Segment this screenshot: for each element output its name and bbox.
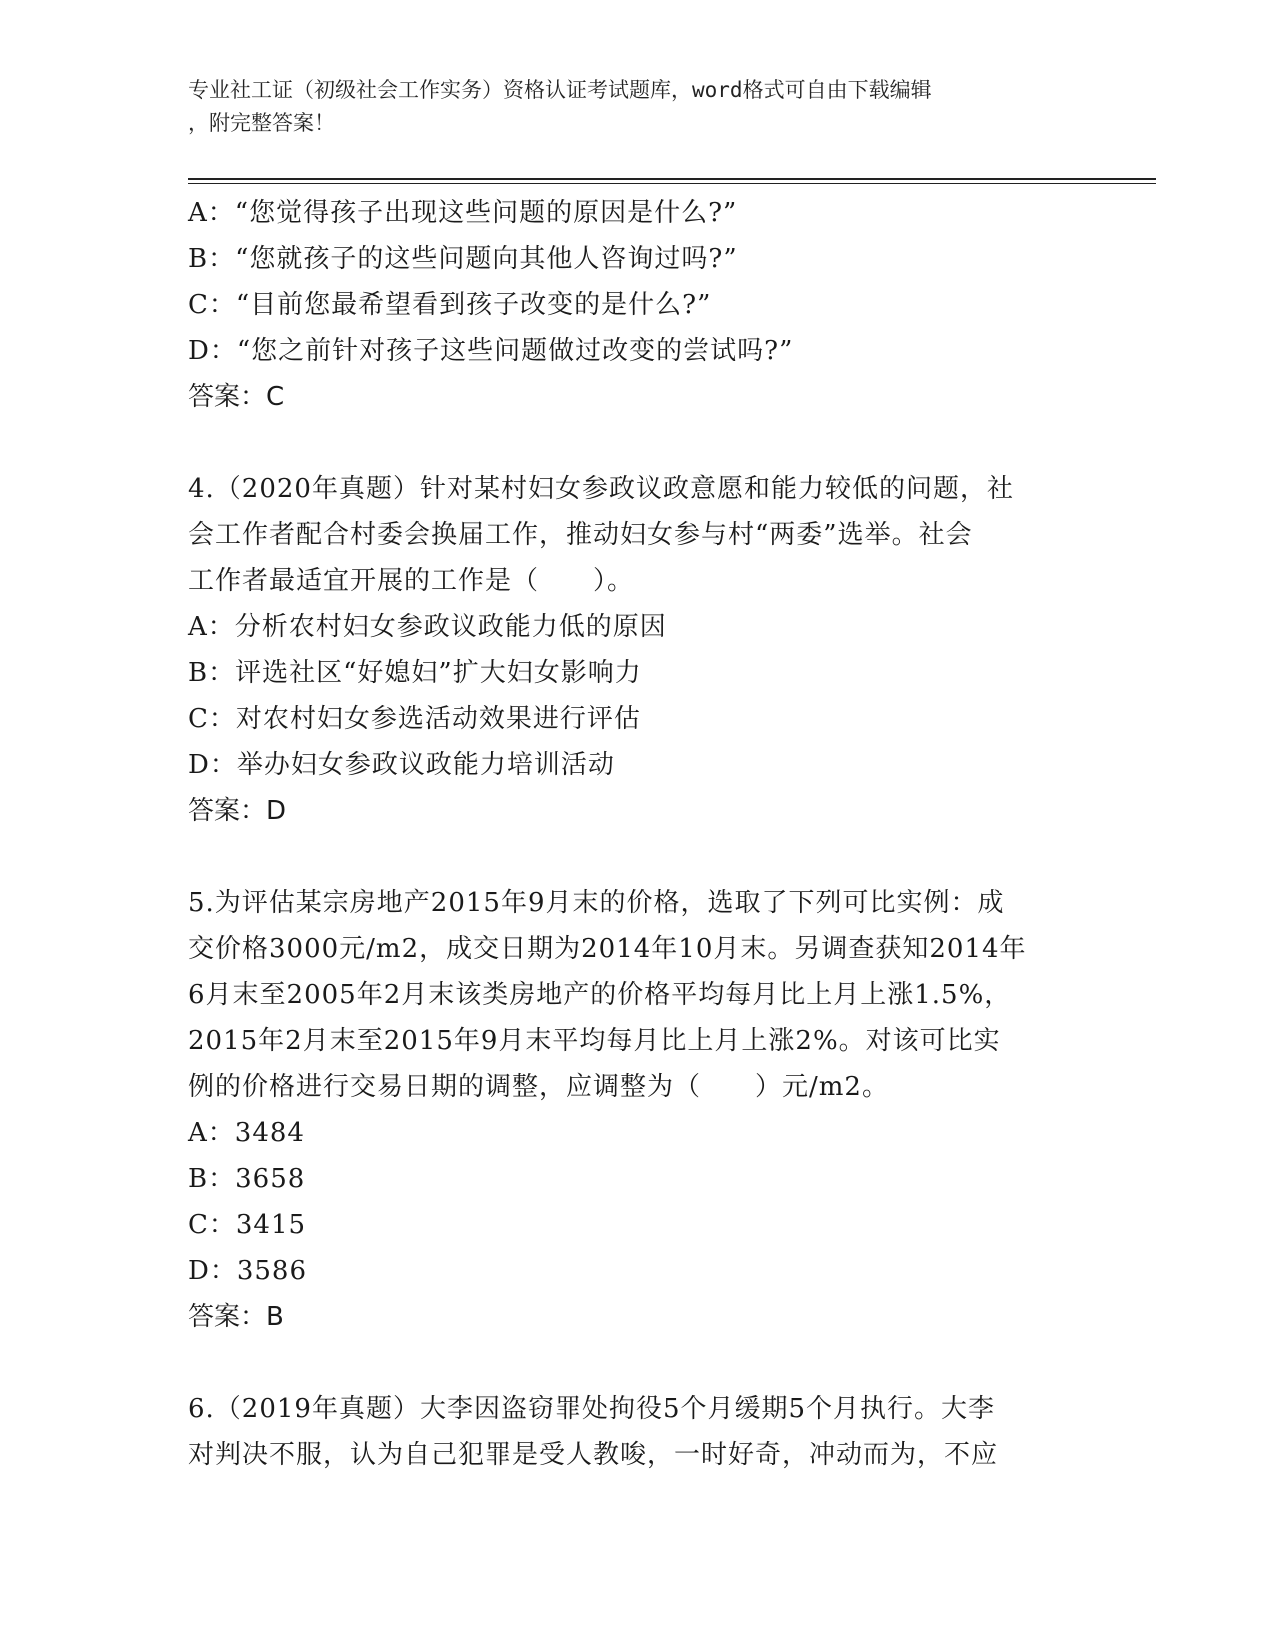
option-c: C：“目前您最希望看到孩子改变的是什么?” — [188, 290, 712, 320]
question-4 — [188, 466, 1088, 834]
option-d: D：“您之前针对孩子这些问题做过改变的尝试吗?” — [188, 336, 794, 366]
question-content — [188, 190, 1088, 1478]
option-d: D：举办妇女参政议政能力培训活动 — [188, 750, 615, 780]
question-stem-line: 工作者最适宜开展的工作是（ ）。 — [188, 566, 635, 596]
option-b: B：“您就孩子的这些问题向其他人咨询过吗?” — [188, 244, 738, 274]
spacer — [188, 834, 1088, 880]
header-line-1: 专业社工证（初级社会工作实务）资格认证考试题库，word格式可自由下载编辑 — [188, 78, 932, 102]
option-c: C：3415 — [188, 1210, 307, 1240]
question-stem-line: 6月末至2005年2月末该类房地产的价格平均每月比上月上涨1.5%， — [188, 980, 1012, 1010]
answer-line: 答案：B — [188, 1302, 284, 1332]
question-stem-line: 对判决不服，认为自己犯罪是受人教唆，一时好奇，冲动而为，不应 — [188, 1440, 999, 1470]
document-header — [188, 74, 1068, 140]
answer-line: 答案：C — [188, 382, 285, 412]
option-a: A：“您觉得孩子出现这些问题的原因是什么?” — [188, 198, 738, 228]
answer-line: 答案：D — [188, 796, 287, 826]
question-stem-line: 5.为评估某宗房地产2015年9月末的价格，选取了下列可比实例：成 — [188, 888, 1005, 918]
header-divider-thin — [188, 183, 1156, 184]
question-5 — [188, 880, 1088, 1340]
option-c: C：对农村妇女参选活动效果进行评估 — [188, 704, 641, 734]
option-d: D：3586 — [188, 1256, 308, 1286]
question-stem-line: 例的价格进行交易日期的调整，应调整为（ ）元/m2。 — [188, 1072, 889, 1102]
option-b: B：3658 — [188, 1164, 306, 1194]
option-a: A：分析农村妇女参政议政能力低的原因 — [188, 612, 667, 642]
header-line-2: ，附完整答案！ — [188, 111, 335, 135]
option-b: B：评选社区“好媳妇”扩大妇女影响力 — [188, 658, 642, 688]
question-stem-line: 会工作者配合村委会换届工作，推动妇女参与村“两委”选举。社会 — [188, 520, 973, 550]
question-3 — [188, 190, 1088, 420]
question-6 — [188, 1386, 1088, 1478]
question-stem-line: 6.（2019年真题）大李因盗窃罪处拘役5个月缓期5个月执行。大李 — [188, 1394, 996, 1424]
spacer — [188, 420, 1088, 466]
spacer — [188, 1340, 1088, 1386]
question-stem-line: 4.（2020年真题）针对某村妇女参政议政意愿和能力较低的问题，社 — [188, 474, 1014, 504]
question-stem-line: 2015年2月末至2015年9月末平均每月比上月上涨2%。对该可比实 — [188, 1026, 1001, 1056]
question-stem-line: 交价格3000元/m2，成交日期为2014年10月末。另调查获知2014年 — [188, 934, 1027, 964]
header-divider-thick — [188, 178, 1156, 180]
option-a: A：3484 — [188, 1118, 305, 1148]
